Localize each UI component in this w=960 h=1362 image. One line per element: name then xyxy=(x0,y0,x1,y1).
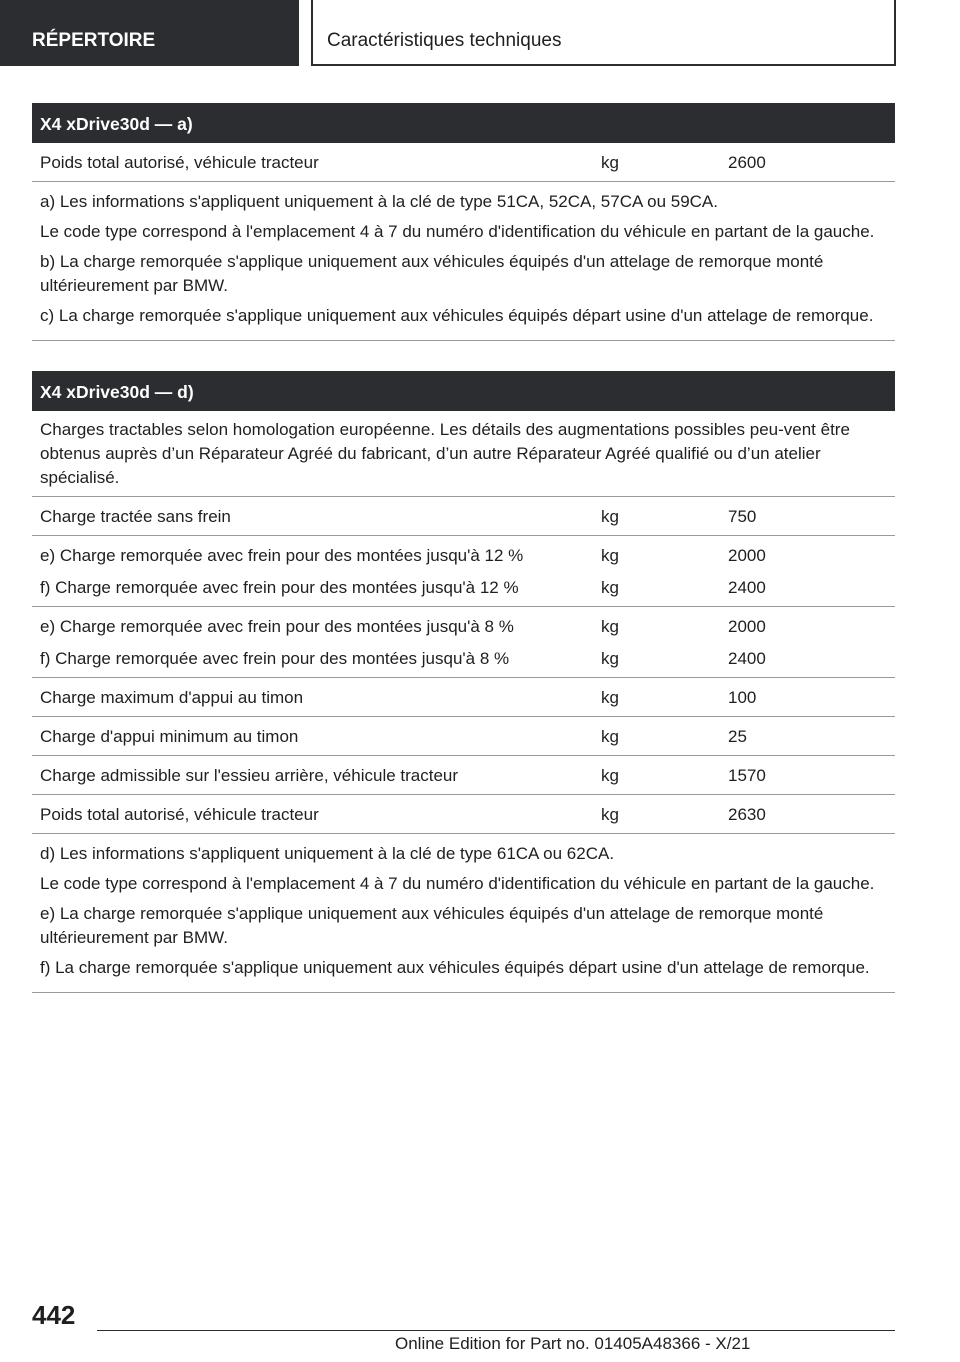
table-row xyxy=(32,607,895,678)
footnote: a) Les informations s'appliquent uniquement à la clé de type 51CA, 52CA, 57CA ou 59CA. xyxy=(40,192,718,211)
section-d-title: X4 xDrive30d — d) xyxy=(32,371,895,411)
row-label: Charge tractée sans frein xyxy=(40,507,231,526)
row-label: e) Charge remorquée avec frein pour des montées jusqu'à 12 % xyxy=(40,546,524,565)
section-d-intro: Charges tractables selon homologation européenne. Les détails des augmentations possibles peu-vent être obtenus auprès d’un Réparateur Agréé du fabricant, d’un autre Réparateur Agréé qualifié ou d’un atelier spécialisé. xyxy=(32,411,895,497)
table-row xyxy=(32,497,895,536)
table-row xyxy=(32,756,895,795)
table-row xyxy=(32,536,895,607)
footnote: f) La charge remorquée s'applique uniquement aux véhicules équipés départ usine d'un attelage de remorque. xyxy=(40,958,870,977)
footnote: b) La charge remorquée s'applique uniquement aux véhicules équipés d'un attelage de remorque monté ultérieurement par BMW. xyxy=(40,252,824,295)
footer-divider xyxy=(97,1330,895,1331)
footnote: e) La charge remorquée s'applique uniquement aux véhicules équipés d'un attelage de remorque monté ultérieurement par BMW. xyxy=(40,904,824,947)
section-tab[interactable] xyxy=(0,0,299,66)
row-label: Charge maximum d'appui au timon xyxy=(40,688,304,707)
row-unit: kg xyxy=(601,805,619,824)
row-value: 2630 xyxy=(728,805,766,824)
page-title-box xyxy=(311,0,896,66)
row-value: 750 xyxy=(728,507,757,526)
table-row xyxy=(32,678,895,717)
row-label: f) Charge remorquée avec frein pour des montées jusqu'à 12 % xyxy=(40,578,519,597)
row-unit: kg xyxy=(601,578,619,597)
row-value: 100 xyxy=(728,688,757,707)
row-unit: kg xyxy=(601,546,619,565)
row-value: 25 xyxy=(728,727,747,746)
row-unit: kg xyxy=(601,727,619,746)
row-unit: kg xyxy=(601,507,619,526)
spec-content xyxy=(32,103,895,993)
footnote: Le code type correspond à l'emplacement 4 à 7 du numéro d'identification du véhicule en partant de la gauche. xyxy=(40,222,875,241)
row-value: 2000 xyxy=(728,617,766,636)
row-value: 2400 xyxy=(728,578,766,597)
row-label: f) Charge remorquée avec frein pour des montées jusqu'à 8 % xyxy=(40,649,510,668)
section-a-notes xyxy=(32,182,895,341)
row-label: Charge admissible sur l'essieu arrière, véhicule tracteur xyxy=(40,766,459,785)
footnote: d) Les informations s'appliquent uniquement à la clé de type 61CA ou 62CA. xyxy=(40,844,615,863)
row-value: 2600 xyxy=(728,153,766,172)
row-label: e) Charge remorquée avec frein pour des montées jusqu'à 8 % xyxy=(40,617,514,636)
row-value: 2400 xyxy=(728,649,766,668)
row-value: 2000 xyxy=(728,546,766,565)
table-row xyxy=(32,795,895,834)
row-label: Poids total autorisé, véhicule tracteur xyxy=(40,805,319,824)
row-unit: kg xyxy=(601,153,619,172)
table-row xyxy=(32,143,895,182)
section-tab-label: RÉPERTOIRE xyxy=(32,30,156,51)
footer-edition: Online Edition for Part no. 01405A48366 - X/21 xyxy=(395,1334,751,1353)
row-unit: kg xyxy=(601,649,619,668)
section-a-title: X4 xDrive30d — a) xyxy=(32,103,895,143)
section-d-notes xyxy=(32,834,895,993)
row-unit: kg xyxy=(601,617,619,636)
row-label: Poids total autorisé, véhicule tracteur xyxy=(40,153,319,172)
page-title: Caractéristiques techniques xyxy=(327,30,562,51)
table-row xyxy=(32,717,895,756)
row-value: 1570 xyxy=(728,766,766,785)
row-unit: kg xyxy=(601,688,619,707)
page-number: 442 xyxy=(32,1300,76,1330)
footnote: Le code type correspond à l'emplacement 4 à 7 du numéro d'identification du véhicule en partant de la gauche. xyxy=(40,874,875,893)
footnote: c) La charge remorquée s'applique uniquement aux véhicules équipés départ usine d'un attelage de remorque. xyxy=(40,306,874,325)
row-unit: kg xyxy=(601,766,619,785)
row-label: Charge d'appui minimum au timon xyxy=(40,727,299,746)
